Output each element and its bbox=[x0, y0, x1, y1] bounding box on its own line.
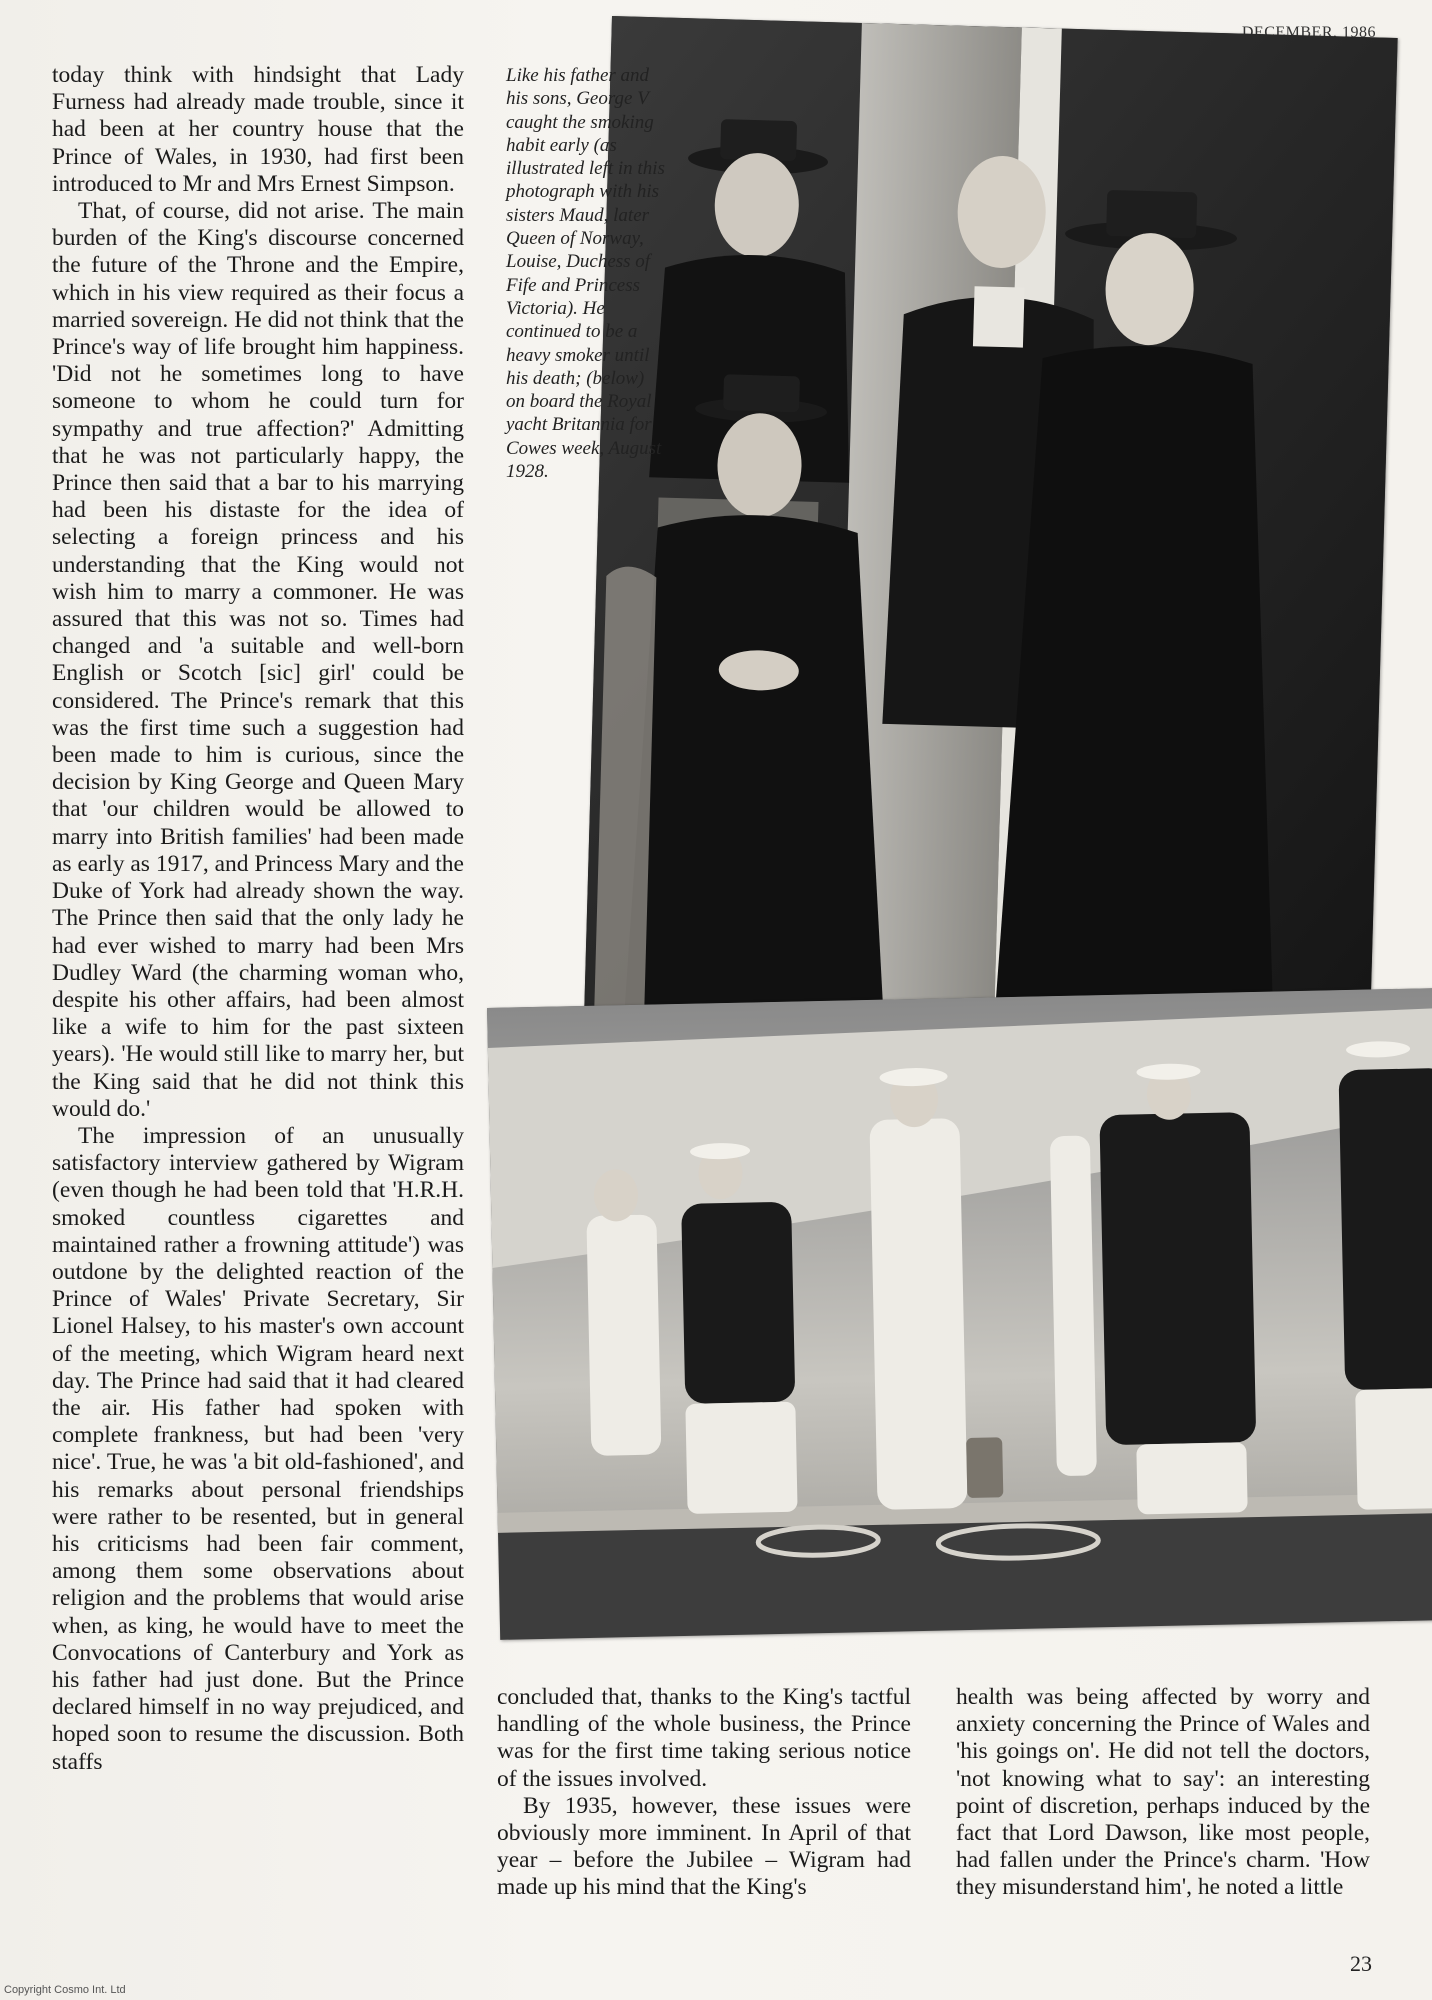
photo-royal-yacht-britannia-image bbox=[487, 988, 1432, 1640]
article-column-3 bbox=[956, 1684, 1370, 1902]
issue-date: DECEMBER, 1986 bbox=[1241, 24, 1376, 41]
article-paragraph: That, of course, did not arise. The main burden of the King's discourse concerned the future of the Throne and the Empire, which in his view required as their focus a married sovereign. He did not think that the Prince's way of life brought him happiness. 'Did not he sometimes long to have someone to whom he could turn for sympathy and true affection?' Admitting that he was not particularly happy, the Prince then said that a bar to his marrying had been his distaste for the idea of selecting a foreign princess and his understanding that the King would not wish him to marry a commoner. He was assured that this was not so. Times had changed and 'a suitable and well-born English or Scotch [sic] girl' could be considered. The Prince's remark that this was the first time such a suggestion had been made to him is curious, since the decision by King George and Queen Mary that 'our children would be allowed to marry into British families' had been made as early as 1917, and Princess Mary and the Duke of York had already shown the way. The Prince then said that the only lady he had ever wished to marry had been Mrs Dudley Ward (the charming woman who, despite his other affairs, had been almost like a wife to him for the past sixteen years). 'He would still like to marry her, but the King said that he did not think this would do.' bbox=[52, 198, 464, 1122]
article-paragraph: today think with hindsight that Lady Furness had already made trouble, since it had been at her country house that the Prince of Wales, in 1930, had first been introduced to Mr and Mrs Ernest Simpson. bbox=[52, 62, 464, 197]
article-column-1 bbox=[52, 62, 464, 1776]
article-paragraph: concluded that, thanks to the King's tactful handling of the whole business, the Prince was for the first time taking serious notice of the issues involved. bbox=[497, 1684, 911, 1792]
page-number: 23 bbox=[1350, 1951, 1372, 1976]
article-column-2 bbox=[497, 1684, 911, 1902]
article-paragraph: health was being affected by worry and anxiety concerning the Prince of Wales and 'his goings on'. He did not tell the doctors, 'not knowing what to say': an interesting point of discretion, perhaps induced by the fact that Lord Dawson, like most people, had fallen under the Prince's charm. 'How they misunderstand him', he noted a little bbox=[956, 1684, 1370, 1901]
photo-george-v-with-sisters bbox=[582, 16, 1398, 1120]
photo-george-v-with-sisters-image bbox=[582, 16, 1398, 1120]
copyright-notice: Copyright Cosmo Int. Ltd bbox=[4, 1984, 126, 1996]
article-paragraph: By 1935, however, these issues were obviously more imminent. In April of that year – before the Jubilee – Wigram had made up his mind that the King's bbox=[497, 1792, 911, 1901]
article-paragraph: The impression of an unusually satisfactory interview gathered by Wigram (even though he had been told that 'H.R.H. smoked countless cigarettes and maintained rather a frowning attitude') was outdone by the delighted reaction of the Prince of Wales' Private Secretary, Sir Lionel Halsey, to his master's own account of the meeting, which Wigram heard next day. The Prince had said that it had cleared the air. His father had spoken with complete frankness, but had been 'very nice'. True, he was 'a bit old-fashioned', and his remarks about personal friendships were rather to be resented, but in general his criticisms had been fair comment, among them some observations about religion and the problems that would arise when, as king, he would have to meet the Convocations of Canterbury and York as his father had just done. But the Prince declared himself in no way prejudiced, and hoped soon to resume the discussion. Both staffs bbox=[52, 1122, 464, 1775]
photo-caption: Like his father and his sons, George V caught the smoking habit early (as illustrated left in this photograph with his sisters Maud, later Queen of Norway, Louise, Duchess of Fife and Princess Victoria). He continued to be a heavy smoker until his death; (below) on board the Royal yacht Britannia for Cowes week, August 1928. bbox=[506, 65, 665, 483]
photo-royal-yacht-britannia bbox=[487, 988, 1432, 1640]
